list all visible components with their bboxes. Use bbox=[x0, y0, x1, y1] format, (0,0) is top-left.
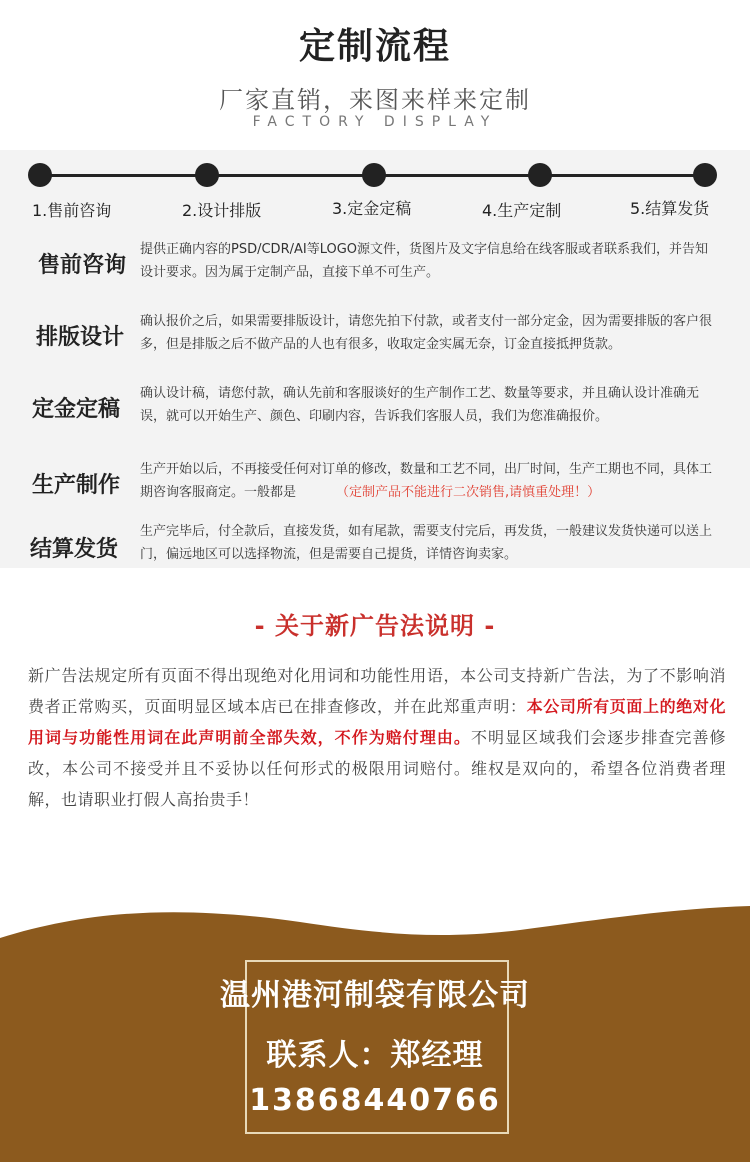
law-title: - 关于新广告法说明 - bbox=[254, 612, 496, 640]
law-text: 新广告法规定所有页面不得出现绝对化用词和功能性用语，本公司支持新广告法，为了不影响消费者正常购买，页面明显区域本店已在排查修改，并在此郑重声明： bbox=[28, 666, 726, 716]
timeline-dot bbox=[528, 163, 552, 187]
row-title: 定金定稿 bbox=[32, 397, 121, 422]
step-label: 4.生产定制 bbox=[482, 201, 562, 220]
page-subtitle-en: FACTORY DISPLAY bbox=[252, 114, 498, 130]
header bbox=[0, 0, 750, 150]
row-text: 生产完毕后，付全款后，直接发货，如有尾款，需要支付完后，再发货，一般建议发货快递可以送上门，偏远地区可以选择物流，但是需要自己提货，详情咨询卖家。 bbox=[140, 524, 713, 562]
timeline-dot bbox=[195, 163, 219, 187]
step-label: 1.售前咨询 bbox=[32, 201, 112, 220]
timeline-dot bbox=[693, 163, 717, 187]
row-title: 生产制作 bbox=[32, 473, 121, 498]
timeline-dot bbox=[362, 163, 386, 187]
step-label: 5.结算发货 bbox=[630, 199, 710, 218]
row-title: 排版设计 bbox=[36, 325, 125, 350]
row-title: 结算发货 bbox=[30, 537, 119, 562]
row-title: 售前咨询 bbox=[38, 253, 127, 278]
footer bbox=[0, 900, 750, 1162]
row-note: （定制产品不能进行二次销售,请慎重处理！） bbox=[336, 485, 601, 500]
company-name: 温州港河制袋有限公司 bbox=[220, 978, 530, 1013]
page-title: 定制流程 bbox=[298, 26, 451, 67]
row-text: 确认设计稿，请您付款，确认先前和客服谈好的生产制作工艺、数量等要求，并且确认设计准确无误，就可以开始生产、颜色、印刷内容，告诉我们客服人员，我们为您准确报价。 bbox=[140, 386, 700, 424]
step-label: 2.设计排版 bbox=[182, 201, 262, 220]
process-section bbox=[0, 150, 750, 568]
timeline-dot bbox=[28, 163, 52, 187]
step-label: 3.定金定稿 bbox=[332, 199, 412, 218]
row-text: 确认报价之后，如果需要排版设计，请您先拍下付款，或者支付一部分定金，因为需要排版的客户很多，但是排版之后不做产品的人也有很多，收取定金实属无奈，订金直接抵押货款。 bbox=[140, 314, 713, 352]
law-body bbox=[28, 660, 726, 815]
row-text-main: 生产开始以后，不再接受任何对订单的修改，数量和工艺不同，出厂时间，生产工期也不同，具体工期咨询客服商定。一般都是 bbox=[140, 462, 713, 500]
row-text: 提供正确内容的PSD/CDR/AI等LOGO源文件，货图片及文字信息给在线客服或者联系我们，并告知设计要求。因为属于定制产品，直接下单不可生产。 bbox=[140, 242, 709, 280]
contact-person: 联系人：郑经理 bbox=[266, 1038, 484, 1073]
row-text bbox=[140, 458, 720, 504]
page-subtitle: 厂家直销，来图来样来定制 bbox=[219, 86, 531, 114]
phone-number: 13868440766 bbox=[249, 1083, 501, 1118]
law-text: 不明显区域我们会逐步排查完善修改，本公司不接受并且不妥协以任何形式的极限用词赔付。维权是双向的，希望各位消费者理解，也请职业打假人高抬贵手！ bbox=[28, 728, 726, 809]
law-text-strong: 本公司所有页面上的绝对化用词与功能性用词在此声明前全部失效，不作为赔付理由。 bbox=[28, 697, 726, 747]
